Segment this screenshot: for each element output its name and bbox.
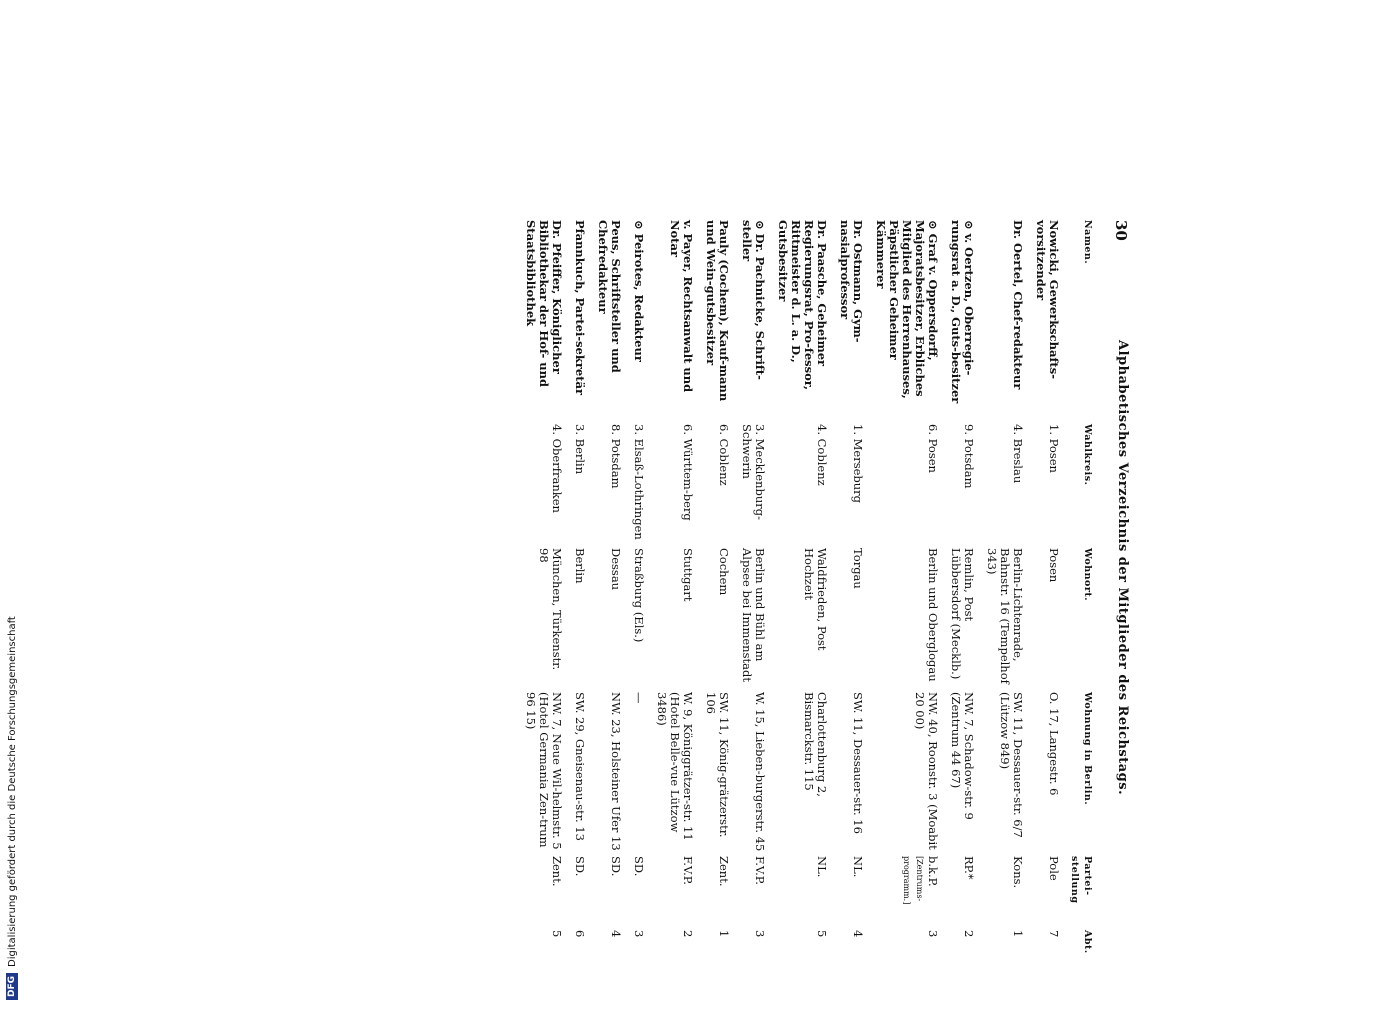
cell-partei-text: SD. bbox=[609, 856, 623, 877]
cell-wahlkreis-text: 6. Württem-berg bbox=[681, 424, 695, 521]
cell-berlin-text: SW. 29, Gneisenau-str. 13 bbox=[573, 692, 587, 841]
cell-abt bbox=[586, 930, 622, 958]
cell-wohnort bbox=[939, 548, 975, 692]
cell-wohnort-text: Berlin-Lichtenrade, Bahnstr. 16 (Tempelhof 343) bbox=[985, 548, 1025, 684]
cell-berlin-text: SW. 11, Dessauer-str. 16 bbox=[851, 692, 865, 834]
cell-name bbox=[586, 220, 622, 424]
table-row bbox=[514, 220, 563, 958]
cell-abt-text: 5 bbox=[815, 930, 829, 938]
cell-name-text: Dr. Paasche, Geheimer Regierungsrat, Pro-fessor, Rittmeister d. L. a. D., Gutsbesitzer bbox=[776, 220, 829, 390]
cell-abt bbox=[1024, 930, 1060, 958]
cell-name bbox=[1024, 220, 1060, 424]
cell-wohnort-text: Torgau bbox=[851, 548, 865, 589]
cell-name-text: Dr. Ostmann, Gym-nasialprofessor bbox=[838, 220, 865, 343]
table-row bbox=[766, 220, 828, 958]
cell-name bbox=[645, 220, 694, 424]
cell-name-text: Pfannkuch, Partei-sekretär bbox=[573, 220, 587, 396]
cell-partei bbox=[1024, 856, 1060, 930]
cell-abt bbox=[939, 930, 975, 958]
cell-partei bbox=[694, 856, 730, 930]
cell-wohnort-text: Dessau bbox=[609, 548, 623, 591]
cell-abt bbox=[622, 930, 645, 958]
cell-partei-text: F.V.P. bbox=[753, 856, 767, 885]
table-header-row bbox=[1060, 220, 1094, 958]
cell-name bbox=[694, 220, 730, 424]
cell-wohnort bbox=[514, 548, 563, 692]
cell-name bbox=[975, 220, 1024, 424]
cell-wohnort-text: Stuttgart bbox=[681, 548, 695, 602]
cell-partei bbox=[645, 856, 694, 930]
cell-name bbox=[828, 220, 864, 424]
cell-wahlkreis-text: 6. Coblenz bbox=[717, 424, 731, 486]
cell-wahlkreis-text: 9. Potsdam bbox=[962, 424, 976, 489]
cell-partei-text: Zent. bbox=[550, 856, 564, 887]
cell-wahlkreis bbox=[730, 424, 766, 548]
cell-wohnort bbox=[975, 548, 1024, 692]
cell-abt bbox=[766, 930, 828, 958]
cell-name bbox=[766, 220, 828, 424]
cell-berlin bbox=[622, 692, 645, 856]
cell-abt bbox=[975, 930, 1024, 958]
cell-name bbox=[939, 220, 975, 424]
cell-berlin bbox=[730, 692, 766, 856]
cell-abt bbox=[563, 930, 586, 958]
cell-name bbox=[622, 220, 645, 424]
cell-berlin bbox=[1024, 692, 1060, 856]
cell-name bbox=[514, 220, 563, 424]
page-number: 30 bbox=[1112, 220, 1130, 241]
cell-wohnort bbox=[1024, 548, 1060, 692]
cell-berlin-text: O. 17, Langestr. 6 bbox=[1047, 692, 1061, 796]
footer-text: Digitalisierung gefördert durch die Deutsche Forschungsgemeinschaft bbox=[6, 616, 18, 967]
cell-partei-text: NL. bbox=[851, 856, 865, 878]
table-row bbox=[864, 220, 939, 958]
cell-abt-text: 7 bbox=[1047, 930, 1061, 938]
table-row bbox=[828, 220, 864, 958]
cell-partei bbox=[586, 856, 622, 930]
footer bbox=[2, 0, 22, 1000]
cell-wahlkreis bbox=[939, 424, 975, 548]
table-row bbox=[975, 220, 1024, 958]
cell-wohnort-text: Posen bbox=[1047, 548, 1061, 583]
cell-berlin-text: — bbox=[632, 692, 646, 704]
cell-partei-text: F.V.P. bbox=[681, 856, 695, 885]
cell-wahlkreis-text: 1. Merseburg bbox=[851, 424, 865, 504]
cell-name bbox=[563, 220, 586, 424]
table-row bbox=[586, 220, 622, 958]
cell-wahlkreis bbox=[828, 424, 864, 548]
cell-wohnort bbox=[645, 548, 694, 692]
members-table bbox=[514, 220, 1094, 958]
cell-name-text: Peus, Schriftsteller und Chefredakteur bbox=[596, 220, 623, 373]
cell-abt-text: 3 bbox=[926, 930, 940, 938]
cell-partei-text: SD. bbox=[573, 856, 587, 877]
header-partei: Partei-stellung bbox=[1069, 856, 1093, 904]
cell-name-text: ⊙ Peirotes, Redakteur bbox=[632, 220, 646, 362]
cell-partei bbox=[828, 856, 864, 930]
cell-wohnort-text: Berlin und Oberglogau bbox=[926, 548, 940, 682]
table-row bbox=[622, 220, 645, 958]
cell-wahlkreis bbox=[645, 424, 694, 548]
cell-abt-text: 5 bbox=[550, 930, 564, 938]
cell-wohnort bbox=[622, 548, 645, 692]
cell-wohnort-text: Remlin, Post Lübbersdorf (Mecklb.) bbox=[949, 548, 976, 680]
cell-wohnort bbox=[586, 548, 622, 692]
table-row bbox=[563, 220, 586, 958]
cell-name-text: Pauly (Cochem), Kauf-mann und Wein-gutsbesitzer bbox=[704, 220, 731, 402]
cell-abt-text: 6 bbox=[573, 930, 587, 938]
cell-berlin-text: NW. 40, Roonstr. 3 (Moabit 20 00) bbox=[913, 692, 940, 850]
cell-berlin bbox=[864, 692, 939, 856]
cell-wahlkreis-text: 4. Oberfranken bbox=[550, 424, 564, 513]
cell-wohnort-text: München, Türkenstr. 98 bbox=[537, 548, 564, 671]
cell-name-text: v. Payer, Rechtsanwalt und Notar bbox=[668, 220, 695, 393]
cell-berlin bbox=[694, 692, 730, 856]
cell-abt-text: 2 bbox=[681, 930, 695, 938]
cell-partei bbox=[563, 856, 586, 930]
cell-berlin-text: SW. 11, Dessauer-str. 6/7 (Lützow 849) bbox=[998, 692, 1025, 838]
cell-partei-text: NL. bbox=[815, 856, 829, 878]
cell-berlin bbox=[766, 692, 828, 856]
cell-abt bbox=[694, 930, 730, 958]
table-row bbox=[730, 220, 766, 958]
cell-name-text: ⊙ Dr. Pachnicke, Schrift-steller bbox=[740, 220, 767, 380]
cell-name-text: Dr. Pfeiffer, Königlicher Bibliothekar der Hof- und Staatsbibliothek bbox=[524, 220, 564, 388]
cell-wohnort bbox=[828, 548, 864, 692]
cell-abt bbox=[864, 930, 939, 958]
page-title: Alphabetisches Verzeichnis der Mitglieder des Reichstags. bbox=[1115, 340, 1130, 796]
cell-abt bbox=[730, 930, 766, 958]
cell-abt-text: 2 bbox=[962, 930, 976, 938]
table-row bbox=[694, 220, 730, 958]
cell-berlin-text: W. 15, Lieben-burgerstr. 45 bbox=[753, 692, 767, 852]
cell-berlin-text: NW. 7, Schadow-str. 9 (Zentrum 44 67) bbox=[949, 692, 976, 820]
cell-wahlkreis bbox=[975, 424, 1024, 548]
cell-partei-text: b.k.P. bbox=[926, 856, 940, 887]
partei-note: [Zentrums-programm.] bbox=[902, 856, 924, 905]
cell-berlin bbox=[514, 692, 563, 856]
cell-berlin bbox=[586, 692, 622, 856]
cell-abt-text: 3 bbox=[753, 930, 767, 938]
header-wahlkreis: Wahlkreis. bbox=[1082, 424, 1093, 486]
cell-wohnort bbox=[864, 548, 939, 692]
cell-wahlkreis bbox=[766, 424, 828, 548]
cell-berlin bbox=[645, 692, 694, 856]
cell-partei-text: SD. bbox=[632, 856, 646, 877]
header-berlin: Wohnung in Berlin. bbox=[1082, 692, 1093, 806]
cell-wahlkreis bbox=[586, 424, 622, 548]
cell-abt bbox=[645, 930, 694, 958]
cell-partei bbox=[864, 856, 939, 930]
cell-partei bbox=[730, 856, 766, 930]
rotated-page bbox=[230, 220, 1130, 1020]
cell-wohnort bbox=[563, 548, 586, 692]
cell-partei-text: Pole bbox=[1047, 856, 1061, 881]
cell-wohnort-text: Berlin und Bühl am Alpsee bei Immenstadt bbox=[740, 548, 767, 682]
cell-name bbox=[730, 220, 766, 424]
header-wohnort: Wohnort. bbox=[1082, 548, 1093, 602]
cell-wohnort-text: Berlin bbox=[573, 548, 587, 584]
cell-abt-text: 1 bbox=[717, 930, 731, 938]
cell-berlin bbox=[975, 692, 1024, 856]
cell-wahlkreis bbox=[622, 424, 645, 548]
cell-wahlkreis bbox=[694, 424, 730, 548]
cell-partei-text: RP.* bbox=[962, 856, 976, 880]
cell-wahlkreis-text: 1. Posen bbox=[1047, 424, 1061, 473]
cell-partei bbox=[514, 856, 563, 930]
cell-abt-text: 3 bbox=[632, 930, 646, 938]
cell-wahlkreis-text: 3. Elsaß-Lothringen bbox=[632, 424, 646, 540]
table-row bbox=[645, 220, 694, 958]
cell-wahlkreis bbox=[563, 424, 586, 548]
cell-berlin-text: NW. 23, Holsteiner Ufer 13 bbox=[609, 692, 623, 851]
cell-abt bbox=[828, 930, 864, 958]
cell-partei bbox=[766, 856, 828, 930]
cell-wahlkreis-text: 8. Potsdam bbox=[609, 424, 623, 489]
cell-berlin-text: Charlottenburg 2, Bismarckstr. 115 bbox=[802, 692, 829, 797]
cell-name-text: Nowicki, Gewerkschafts-vorsitzender bbox=[1034, 220, 1061, 379]
cell-berlin-text: NW. 7, Neue Wil-helmstr. 5 (Hotel Germania Zen-trum 96 15) bbox=[524, 692, 564, 850]
cell-wohnort bbox=[730, 548, 766, 692]
cell-berlin bbox=[563, 692, 586, 856]
cell-wahlkreis-text: 6. Posen bbox=[926, 424, 940, 473]
cell-berlin bbox=[939, 692, 975, 856]
cell-name-text: ⊙ v. Oertzen, Oberregie-rungsrat a. D., Guts-besitzer bbox=[949, 220, 976, 404]
cell-wahlkreis bbox=[1024, 424, 1060, 548]
cell-wahlkreis bbox=[514, 424, 563, 548]
cell-partei-text: Zent. bbox=[717, 856, 731, 887]
cell-wahlkreis-text: 3. Berlin bbox=[573, 424, 587, 475]
dfg-logo: DFG bbox=[6, 973, 18, 1000]
header-abt: Abt. bbox=[1082, 930, 1093, 954]
cell-abt-text: 4 bbox=[609, 930, 623, 938]
cell-abt-text: 1 bbox=[1011, 930, 1025, 938]
cell-wahlkreis bbox=[864, 424, 939, 548]
cell-berlin-text: W. 9, Königgrätzer-str. 11 (Hotel Belle-vue Lützow 3486) bbox=[655, 692, 695, 841]
cell-name-text: Dr. Oertel, Chef-redakteur bbox=[1011, 220, 1025, 390]
cell-name bbox=[864, 220, 939, 424]
table-row bbox=[939, 220, 975, 958]
cell-abt bbox=[514, 930, 563, 958]
cell-partei bbox=[939, 856, 975, 930]
cell-wahlkreis-text: 4. Breslau bbox=[1011, 424, 1025, 484]
header-name: Namen. bbox=[1082, 220, 1093, 265]
cell-wohnort-text: Cochem bbox=[717, 548, 731, 596]
cell-abt-text: 4 bbox=[851, 930, 865, 938]
table-row bbox=[1024, 220, 1060, 958]
cell-wohnort-text: Straßburg (Els.) bbox=[632, 548, 646, 643]
cell-berlin-text: SW. 11, König-grätzerstr. 106 bbox=[704, 692, 731, 838]
cell-wohnort-text: Waldfrieden, Post Hochzeit bbox=[802, 548, 829, 651]
cell-wahlkreis-text: 3. Mecklenburg-Schwerin bbox=[740, 424, 767, 521]
cell-wohnort bbox=[766, 548, 828, 692]
cell-berlin bbox=[828, 692, 864, 856]
cell-wahlkreis-text: 4. Coblenz bbox=[815, 424, 829, 486]
cell-name-text: ⊙ Graf v. Oppersdorff, Majoratsbesitzer, Erbliches Mitglied des Herrenhauses, Päpstlicher Geheimer Kämmerer bbox=[874, 220, 940, 399]
cell-partei bbox=[975, 856, 1024, 930]
cell-wohnort bbox=[694, 548, 730, 692]
cell-partei-text: Kons. bbox=[1011, 856, 1025, 889]
cell-partei bbox=[622, 856, 645, 930]
